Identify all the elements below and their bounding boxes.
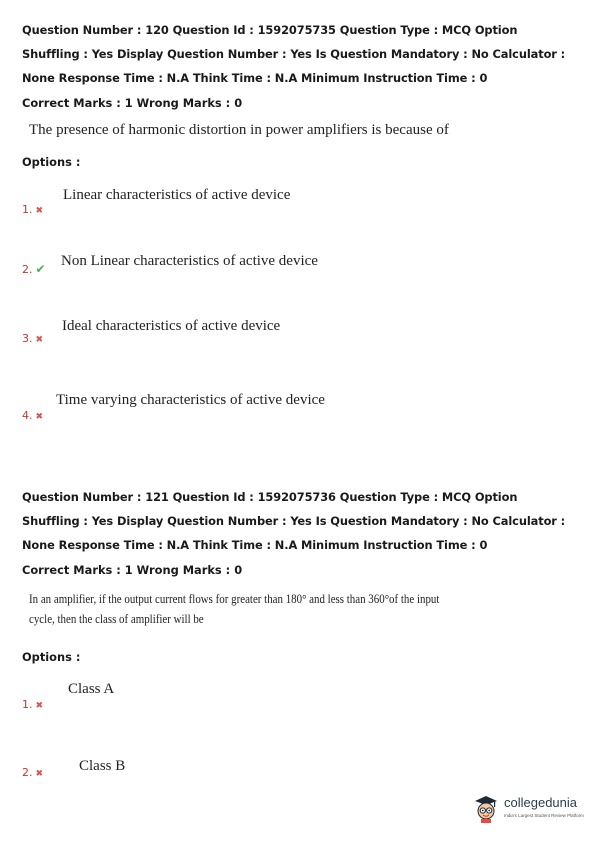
logo-wordmark: collegedunia <box>504 795 578 810</box>
correct-check-icon: ✔ <box>35 262 46 276</box>
option-3-number: 3. ✖ <box>22 332 44 345</box>
question-120-text: The presence of harmonic distortion in power amplifiers is because of <box>29 122 449 138</box>
question-121-text <box>29 589 466 629</box>
option-1-number: 1. ✖ <box>22 203 44 216</box>
question-120-marks: Correct Marks : 1 Wrong Marks : 0 <box>22 96 243 110</box>
question-121-meta: Question Number : 121 Question Id : 1592075736 Question Type : MCQ Option Shuffling : Yes Display Question Number : Yes Is Question Mandatory : No Calculator : None Response Time : N.A Think Time : N.A Minimum Instruction Time : 0 <box>22 490 566 552</box>
question-121-text-line-2: cycle, then the class of amplifier will be <box>29 611 204 626</box>
logo-tagline: India's Largest Student Review Platform <box>504 813 584 818</box>
student-mascot-icon <box>474 795 498 823</box>
option-1-text: Class A <box>68 681 115 697</box>
option-4-number: 4. ✖ <box>22 409 44 422</box>
question-121-marks: Correct Marks : 1 Wrong Marks : 0 <box>22 563 243 577</box>
option-2-number: 2. ✔ <box>22 262 46 276</box>
option-2-number: 2. ✖ <box>22 766 44 779</box>
question-120-meta: Question Number : 120 Question Id : 1592075735 Question Type : MCQ Option Shuffling : Yes Display Question Number : Yes Is Question Mandatory : No Calculator : None Response Time : N.A Think Time : N.A Minimum Instruction Time : 0 <box>22 23 566 85</box>
collegedunia-logo[interactable] <box>474 793 590 831</box>
option-2-text: Class B <box>79 758 126 774</box>
option-4-text: Time varying characteristics of active device <box>56 392 325 408</box>
question-120-options-label: Options : <box>22 155 81 169</box>
option-3-text: Ideal characteristics of active device <box>62 318 281 334</box>
option-1-text: Linear characteristics of active device <box>63 187 291 203</box>
wrong-cross-icon: ✖ <box>35 412 44 422</box>
wrong-cross-icon: ✖ <box>35 701 44 711</box>
question-121-options-label: Options : <box>22 650 81 664</box>
wrong-cross-icon: ✖ <box>35 769 44 779</box>
option-1-number: 1. ✖ <box>22 698 44 711</box>
option-2-text: Non Linear characteristics of active device <box>61 253 318 269</box>
wrong-cross-icon: ✖ <box>35 206 44 216</box>
question-121-text-line-1: In an amplifier, if the output current flows for greater than 180° and less than 360°of the input <box>29 591 440 606</box>
wrong-cross-icon: ✖ <box>35 335 44 345</box>
